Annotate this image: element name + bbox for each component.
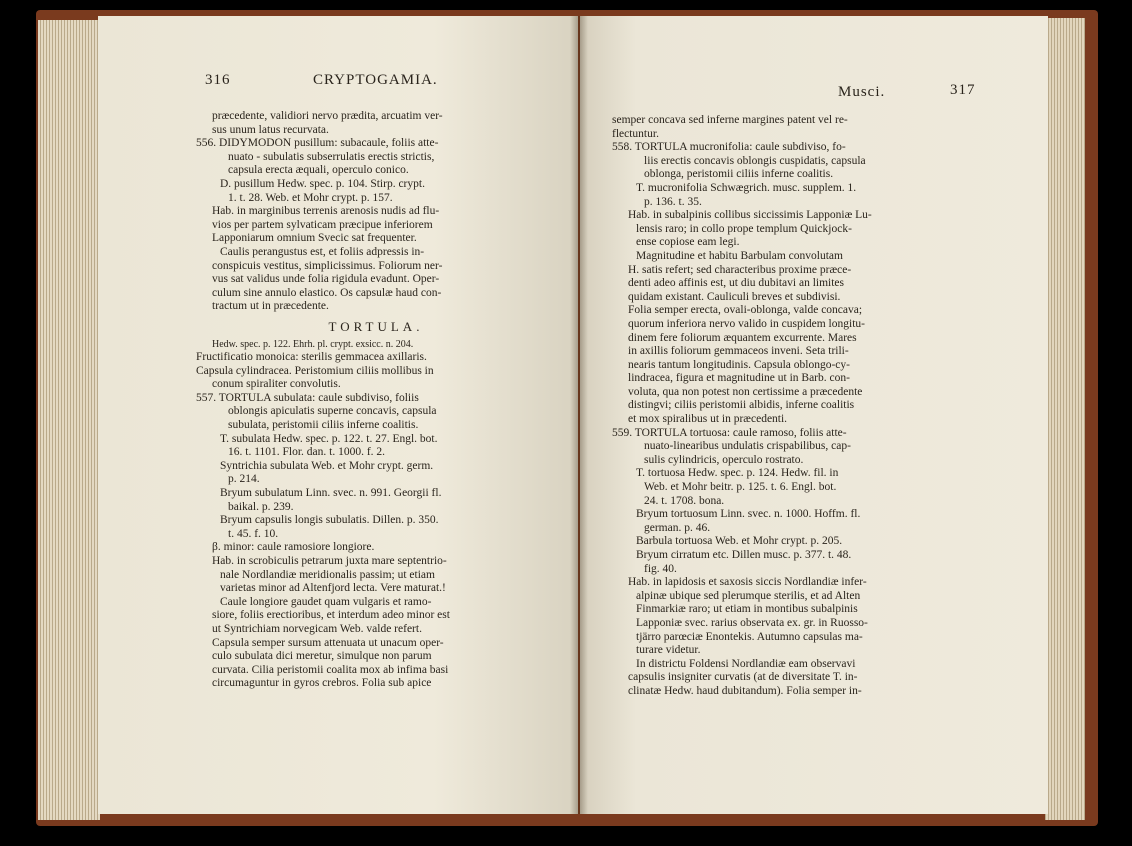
text-line: culum sine annulo elastico. Os capsulæ haud con- — [212, 286, 442, 299]
text-line: Caulis perangustus est, et foliis adpressis in- — [220, 245, 425, 258]
text-line: semper concava sed inferne margines patent vel re- — [612, 114, 848, 126]
text-line: In districtu Foldensi Nordlandiæ eam observavi — [636, 657, 856, 670]
left-page-number: 316 — [205, 72, 231, 88]
text-line: oblonga, peristomii ciliis inferne coalitis. — [644, 168, 834, 181]
text-line: Capsula semper sursum attenuata ut unacum oper- — [212, 636, 444, 649]
text-line: Bryum subulatum Linn. svec. n. 991. Georgii fl. — [220, 487, 442, 500]
text-line: 1. t. 28. Web. et Mohr crypt. p. 157. — [228, 191, 393, 204]
text-line: 559. TORTULA tortuosa: caule ramoso, foliis atte- — [612, 426, 847, 439]
text-line: capsula erecta æquali, operculo conico. — [228, 164, 409, 177]
text-line: p. 214. — [228, 473, 260, 486]
text-line: β. minor: caule ramosiore longiore. — [212, 541, 375, 554]
text-line: quidam existant. Cauliculi breves et subdivisi. — [628, 290, 841, 303]
text-line: 24. t. 1708. bona. — [644, 494, 725, 507]
text-line: 558. TORTULA mucronifolia: caule subdiviso, fo- — [612, 141, 846, 154]
text-line: siore, foliis erectioribus, et interdum adeo minor est — [212, 609, 450, 622]
text-line: capsulis insigniter curvatis (at de diversitate T. in- — [628, 671, 858, 684]
text-line: H. satis refert; sed characteribus proxime præce- — [628, 263, 852, 276]
text-line: D. pusillum Hedw. spec. p. 104. Stirp. crypt. — [220, 177, 425, 190]
text-line: Bryum tortuosum Linn. svec. n. 1000. Hoffm. fl. — [636, 508, 861, 521]
text-line: Hab. in subalpinis collibus siccissimis Lapponiæ Lu- — [628, 209, 872, 222]
text-line: T. subulata Hedw. spec. p. 122. t. 27. Engl. bot. — [220, 432, 438, 445]
text-line: p. 136. t. 35. — [644, 195, 702, 208]
text-line: denti adeo affinis est, ut diu dubitavi an limites — [628, 277, 845, 290]
text-line: dinem fere foliorum æquantem excurrente. Mares — [628, 331, 857, 344]
text-line: Hab. in scrobiculis petrarum juxta mare septentrio- — [212, 555, 447, 567]
left-running-head: CRYPTOGAMIA. — [313, 72, 438, 88]
text-line: 556. DIDYMODON pusillum: subacaule, foliis atte- — [196, 137, 439, 150]
text-line: Fructificatio monoica: sterilis gemmacea axillaris. — [196, 351, 427, 364]
text-line: Bryum cirratum etc. Dillen musc. p. 377. t. 48. — [636, 549, 852, 561]
text-line: nearis tantum longitudinis. Capsula oblongo-cy- — [628, 358, 850, 371]
text-line: circumaguntur in gyros crebros. Folia sub apice — [212, 677, 432, 690]
text-line: quorum inferiora nervo valido in cuspidem longitu- — [628, 317, 865, 330]
text-line: vios per partem sylvaticam præcipue inferiorem — [212, 218, 433, 231]
text-line: german. p. 46. — [644, 521, 711, 534]
text-line: ut Syntrichiam norvegicam Web. valde refert. — [212, 622, 422, 635]
right-running-head: Musci. — [838, 84, 886, 100]
text-line: t. 45. f. 10. — [228, 527, 279, 540]
text-line: varietas minor ad Altenfjord lecta. Vere maturat.! — [220, 582, 446, 595]
text-line: et mox spiralibus ut in præcedenti. — [628, 413, 788, 426]
text-line: Lapponiarum omnium Svecic sat frequenter. — [212, 232, 417, 245]
text-line: nuato - subulatis subserrulatis erectis strictis, — [228, 150, 435, 163]
text-line: curvata. Cilia peristomii coalita mox ab infima basi — [212, 663, 449, 676]
text-line: Hedw. spec. p. 122. Ehrh. pl. crypt. exsicc. n. 204. — [212, 338, 414, 350]
text-line: Hab. in lapidosis et saxosis siccis Nordlandiæ infer- — [628, 576, 867, 589]
text-line: vus sat validus unde folia rigidula evadunt. Oper- — [212, 273, 440, 286]
text-line: Caule longiore gaudet quam vulgaris et ramo- — [220, 595, 432, 608]
text-line: Syntrichia subulata Web. et Mohr crypt. germ. — [220, 459, 434, 472]
text-line: distingvi; ciliis peristomii albidis, inferne coalitis — [628, 399, 855, 412]
text-line: 16. t. 1101. Flor. dan. t. 1000. f. 2. — [228, 446, 386, 459]
text-line: Magnitudine et habitu Barbulam convolutam — [636, 249, 843, 262]
text-line: T. tortuosa Hedw. spec. p. 124. Hedw. fil. in — [636, 467, 839, 480]
text-line: Folia semper erecta, ovali-oblonga, valde concava; — [628, 304, 863, 317]
text-line: flectuntur. — [612, 127, 659, 140]
text-line: clinatæ Hedw. haud dubitandum). Folia semper in- — [628, 684, 862, 697]
text-line: 557. TORTULA subulata: caule subdiviso, foliis — [196, 391, 419, 404]
text-line: TORTULA. — [328, 318, 424, 334]
text-line: turare videtur. — [636, 644, 701, 657]
text-line: nale Nordlandiæ meridionalis passim; ut etiam — [220, 568, 435, 581]
left-page-text — [196, 110, 556, 691]
text-line: sulis cylindricis, operculo rostrato. — [644, 453, 804, 466]
text-line: Bryum capsulis longis subulatis. Dillen. p. 350. — [220, 514, 439, 527]
text-line: conspicuis vestitus, simplicissimus. Foliorum ner- — [212, 259, 443, 272]
text-line: alpinæ ubique sed plerumque sterilis, et ad Alten — [636, 589, 861, 602]
text-line: subulata, peristomii ciliis inferne coalitis. — [228, 419, 419, 432]
text-line: Web. et Mohr beitr. p. 125. t. 6. Engl. bot. — [644, 481, 837, 494]
text-line: voluta, qua non potest non certissime a præcedente — [628, 385, 863, 398]
book-gutter — [570, 16, 588, 814]
text-line: baikal. p. 239. — [228, 500, 294, 513]
text-line: tjärro parœciæ Enontekis. Autumno capsulas ma- — [636, 630, 863, 643]
text-line: Hab. in marginibus terrenis arenosis nudis ad flu- — [212, 205, 440, 218]
right-page-text — [612, 114, 1012, 699]
text-line: conum spiraliter convolutis. — [212, 378, 341, 391]
text-line: nuato-linearibus undulatis crispabilibus, cap- — [644, 440, 851, 453]
text-line: lindracea, figura et magnitudine ut in Barb. con- — [628, 372, 850, 385]
text-line: ense copiose eam legi. — [636, 236, 740, 249]
text-line: Capsula cylindracea. Peristomium ciliis mollibus in — [196, 364, 434, 377]
text-line: T. mucronifolia Schwægrich. musc. supplem. 1. — [636, 181, 857, 194]
right-page-edges — [1045, 18, 1085, 820]
right-page-number: 317 — [950, 82, 976, 98]
text-line: culo subulata dici meretur, simulque non parum — [212, 650, 432, 663]
left-page-edges — [38, 20, 100, 820]
text-line: liis erectis concavis oblongis cuspidatis, capsula — [644, 154, 866, 167]
text-line: in axillis foliorum gemmaceos inveni. Seta trili- — [628, 345, 849, 358]
text-line: Barbula tortuosa Web. et Mohr crypt. p. 205. — [636, 535, 843, 548]
text-line: præcedente, validiori nervo prædita, arcuatim ver- — [212, 110, 443, 122]
text-line: lensis raro; in collo prope templum Quickjock- — [636, 222, 852, 235]
text-line: tractum ut in præcedente. — [212, 300, 329, 313]
text-line: sus unum latus recurvata. — [212, 123, 329, 136]
text-line: Lapponiæ svec. rarius observata ex. gr. in Ruosso- — [636, 616, 868, 629]
text-line: oblongis apiculatis superne concavis, capsula — [228, 405, 437, 418]
text-line: fig. 40. — [644, 562, 677, 575]
text-line: Finmarkiæ raro; ut etiam in montibus subalpinis — [636, 603, 858, 616]
